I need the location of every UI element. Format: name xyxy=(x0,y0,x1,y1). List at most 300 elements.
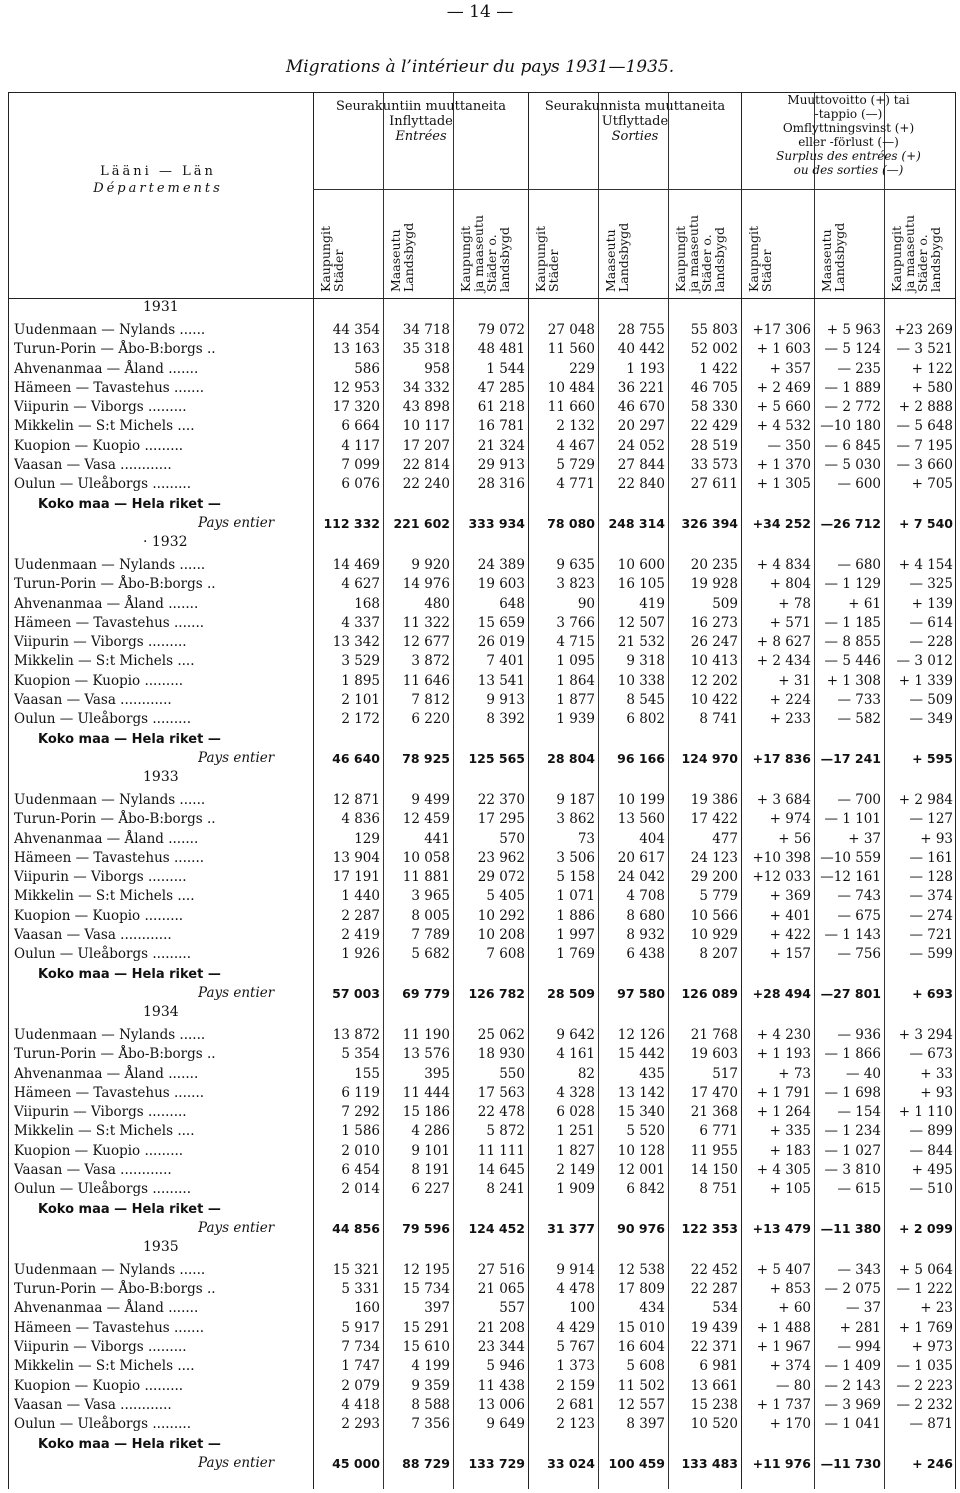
cell-value: 20 235 xyxy=(690,556,738,573)
cell-value: +10 398 xyxy=(752,849,811,866)
cell-value: 22 814 xyxy=(402,457,450,474)
cell-value: 221 602 xyxy=(393,515,450,531)
cell-value: — 325 xyxy=(909,576,953,593)
cell-value: + 335 xyxy=(769,1123,811,1140)
department-label: Kuopion — Kuopio ......... xyxy=(14,437,184,454)
cell-value: + 1 264 xyxy=(756,1104,811,1121)
cell-value: +13 479 xyxy=(752,1220,811,1236)
cell-value: — 161 xyxy=(909,849,953,866)
subheader-label: Kaupungit Städer xyxy=(318,226,346,292)
cell-value: 1 886 xyxy=(556,907,595,924)
department-label: Hämeen — Tavastehus ....... xyxy=(14,379,205,396)
cell-value: — 582 xyxy=(837,711,881,728)
cell-value: 4 328 xyxy=(556,1084,595,1101)
cell-value: — 128 xyxy=(909,869,953,886)
cell-value: 9 101 xyxy=(411,1142,450,1159)
cell-value: 7 812 xyxy=(411,692,450,709)
pays-entier-label: Pays entier xyxy=(198,749,275,766)
total-name-row xyxy=(8,965,956,984)
cell-value: + 61 xyxy=(848,595,881,612)
cell-value: 22 452 xyxy=(690,1261,738,1278)
table-row xyxy=(8,945,956,964)
table-row xyxy=(8,652,956,671)
table-row xyxy=(8,926,956,945)
group-line: Sorties xyxy=(611,129,659,144)
cell-value: 534 xyxy=(712,1300,738,1317)
cell-value: 21 324 xyxy=(477,437,525,454)
cell-value: + 139 xyxy=(911,595,953,612)
cell-value: 3 965 xyxy=(411,888,450,905)
cell-value: 21 368 xyxy=(690,1104,738,1121)
cell-value: 11 322 xyxy=(402,614,450,631)
cell-value: 419 xyxy=(639,595,665,612)
table-row xyxy=(8,1280,956,1299)
cell-value: 11 502 xyxy=(617,1377,665,1394)
total-row xyxy=(8,749,956,768)
cell-value: 23 344 xyxy=(477,1339,525,1356)
cell-value: 124 970 xyxy=(681,750,738,766)
cell-value: 1 095 xyxy=(556,653,595,670)
cell-value: 14 645 xyxy=(477,1161,525,1178)
cell-value: 34 332 xyxy=(402,379,450,396)
cell-value: 6 028 xyxy=(556,1104,595,1121)
cell-value: 10 484 xyxy=(547,379,595,396)
cell-value: — 350 xyxy=(767,437,811,454)
cell-value: 2 419 xyxy=(341,927,380,944)
cell-value: 1 895 xyxy=(341,672,380,689)
department-label: Kuopion — Kuopio ......... xyxy=(14,1377,184,1394)
cell-value: — 614 xyxy=(909,614,953,631)
cell-value: 441 xyxy=(424,830,450,847)
cell-value: + 357 xyxy=(769,360,811,377)
cell-value: —11 380 xyxy=(820,1220,881,1236)
cell-value: 9 914 xyxy=(556,1261,595,1278)
cell-value: 477 xyxy=(712,830,738,847)
cell-value: 10 058 xyxy=(402,849,450,866)
department-label: Hämeen — Tavastehus ....... xyxy=(14,849,205,866)
cell-value: — 5 030 xyxy=(824,457,881,474)
cell-value: 4 836 xyxy=(341,811,380,828)
cell-value: 648 xyxy=(499,595,525,612)
cell-value: + 1 305 xyxy=(756,476,811,493)
cell-value: 34 718 xyxy=(402,322,450,338)
department-label: Vaasan — Vasa ............ xyxy=(14,457,172,474)
cell-value: 1 877 xyxy=(556,692,595,709)
cell-value: 36 221 xyxy=(617,379,665,396)
cell-value: — 80 xyxy=(776,1377,811,1394)
cell-value: 122 353 xyxy=(681,1220,738,1236)
cell-value: 1 586 xyxy=(341,1123,380,1140)
cell-value: 6 220 xyxy=(411,711,450,728)
cell-value: 2 123 xyxy=(556,1416,595,1433)
cell-value: 28 316 xyxy=(477,476,525,493)
cell-value: — 2 223 xyxy=(896,1377,953,1394)
cell-value: 12 507 xyxy=(617,614,665,631)
cell-value: 6 454 xyxy=(341,1161,380,1178)
cell-value: 12 677 xyxy=(402,634,450,651)
table-row xyxy=(8,1338,956,1357)
cell-value: 3 862 xyxy=(556,811,595,828)
cell-value: 5 331 xyxy=(341,1281,380,1298)
cell-value: 15 238 xyxy=(690,1396,738,1413)
cell-value: 12 871 xyxy=(332,791,380,808)
cell-value: +34 252 xyxy=(752,515,811,531)
subheader-cell xyxy=(313,189,383,299)
cell-value: + 595 xyxy=(912,750,953,766)
cell-value: +23 269 xyxy=(894,322,953,338)
department-label: Viipurin — Viborgs ......... xyxy=(14,869,187,886)
table-row xyxy=(8,810,956,829)
cell-value: 10 117 xyxy=(402,418,450,435)
cell-value: — 1 101 xyxy=(824,811,881,828)
cell-value: — 994 xyxy=(837,1339,881,1356)
group-line: Seurakuntiin muuttaneita xyxy=(335,99,507,114)
cell-value: — 1 027 xyxy=(824,1142,881,1159)
cell-value: 5 520 xyxy=(626,1123,665,1140)
cell-value: 124 452 xyxy=(468,1220,525,1236)
cell-value: 4 161 xyxy=(556,1046,595,1063)
cell-value: + 23 xyxy=(920,1300,953,1317)
cell-value: + 122 xyxy=(911,360,953,377)
year-heading xyxy=(8,1003,956,1026)
group-line: Seurakunnista muuttaneita xyxy=(544,99,726,114)
department-label: Turun-Porin — Åbo-B:borgs .. xyxy=(14,1281,216,1298)
group-line: ou des sorties (—) xyxy=(793,163,904,177)
cell-value: 8 932 xyxy=(626,927,665,944)
department-label: Turun-Porin — Åbo-B:borgs .. xyxy=(14,811,216,828)
cell-value: 1 939 xyxy=(556,711,595,728)
cell-value: +28 494 xyxy=(752,985,811,1001)
cell-value: + 4 532 xyxy=(756,418,811,435)
cell-value: 155 xyxy=(354,1065,380,1082)
cell-value: 46 705 xyxy=(690,379,738,396)
cell-value: 4 708 xyxy=(626,888,665,905)
cell-value: —11 730 xyxy=(820,1455,881,1471)
cell-value: + 374 xyxy=(769,1358,811,1375)
cell-value: 168 xyxy=(354,595,380,612)
cell-value: + 580 xyxy=(911,379,953,396)
subheader-label: Kaupungit ja maaseutu Städer o. landsbygd xyxy=(673,215,727,292)
cell-value: 8 241 xyxy=(486,1181,525,1198)
year-label: 1933 xyxy=(143,768,179,785)
cell-value: 47 285 xyxy=(477,379,525,396)
cell-value: — 2 143 xyxy=(824,1377,881,1394)
cell-value: 29 072 xyxy=(477,869,525,886)
table-row xyxy=(8,1319,956,1338)
cell-value: 90 xyxy=(577,595,595,612)
migration-table xyxy=(8,92,956,1489)
total-label: Koko maa — Hela riket — xyxy=(38,1436,221,1452)
total-row xyxy=(8,514,956,533)
cell-value: 10 566 xyxy=(690,907,738,924)
cell-value: 8 005 xyxy=(411,907,450,924)
cell-value: + 422 xyxy=(769,927,811,944)
cell-value: — 40 xyxy=(846,1065,881,1082)
cell-value: + 973 xyxy=(911,1339,953,1356)
cell-value: 13 661 xyxy=(690,1377,738,1394)
cell-value: 17 422 xyxy=(690,811,738,828)
cell-value: 15 291 xyxy=(402,1319,450,1336)
cell-value: 17 207 xyxy=(402,437,450,454)
cell-value: — 1 185 xyxy=(824,614,881,631)
cell-value: + 2 434 xyxy=(756,653,811,670)
cell-value: 17 295 xyxy=(477,811,525,828)
cell-value: 82 xyxy=(577,1065,595,1082)
cell-value: — 721 xyxy=(909,927,953,944)
cell-value: 15 442 xyxy=(617,1046,665,1063)
cell-value: 9 649 xyxy=(486,1416,525,1433)
cell-value: 15 734 xyxy=(402,1281,450,1298)
group-entrees xyxy=(314,99,528,189)
cell-value: 26 019 xyxy=(477,634,525,651)
cell-value: 480 xyxy=(424,595,450,612)
cell-value: 1 909 xyxy=(556,1181,595,1198)
department-label: Hämeen — Tavastehus ....... xyxy=(14,1084,205,1101)
cell-value: 2 681 xyxy=(556,1396,595,1413)
department-label: Mikkelin — S:t Michels .... xyxy=(14,1358,195,1375)
cell-value: 79 596 xyxy=(402,1220,450,1236)
table-row xyxy=(8,1261,956,1280)
cell-value: 3 872 xyxy=(411,653,450,670)
cell-value: 28 755 xyxy=(617,322,665,338)
cell-value: +11 976 xyxy=(752,1455,811,1471)
cell-value: + 56 xyxy=(778,830,811,847)
cell-value: — 680 xyxy=(837,556,881,573)
cell-value: —17 241 xyxy=(820,750,881,766)
group-line: Muuttovoitto (+) tai xyxy=(787,93,910,107)
cell-value: 13 872 xyxy=(332,1026,380,1043)
cell-value: 160 xyxy=(354,1300,380,1317)
cell-value: 550 xyxy=(499,1065,525,1082)
cell-value: 19 439 xyxy=(690,1319,738,1336)
table-row xyxy=(8,849,956,868)
cell-value: + 60 xyxy=(778,1300,811,1317)
cell-value: 5 729 xyxy=(556,457,595,474)
cell-value: 24 123 xyxy=(690,849,738,866)
cell-value: 18 930 xyxy=(477,1046,525,1063)
cell-value: 46 640 xyxy=(332,750,380,766)
cell-value: 1 440 xyxy=(341,888,380,905)
cell-value: 73 xyxy=(577,830,595,847)
cell-value: 958 xyxy=(424,360,450,377)
total-label: Koko maa — Hela riket — xyxy=(38,731,221,747)
cell-value: 10 208 xyxy=(477,927,525,944)
total-label: Koko maa — Hela riket — xyxy=(38,1201,221,1217)
cell-value: 6 119 xyxy=(341,1084,380,1101)
cell-value: 4 627 xyxy=(341,576,380,593)
department-label: Viipurin — Viborgs ......... xyxy=(14,1104,187,1121)
cell-value: + 8 627 xyxy=(756,634,811,651)
table-row xyxy=(8,907,956,926)
cell-value: + 5 407 xyxy=(756,1261,811,1278)
cell-value: 509 xyxy=(712,595,738,612)
cell-value: 2 172 xyxy=(341,711,380,728)
cell-value: — 3 521 xyxy=(896,341,953,358)
cell-value: 5 608 xyxy=(626,1358,665,1375)
cell-value: 33 024 xyxy=(547,1455,595,1471)
cell-value: + 1 488 xyxy=(756,1319,811,1336)
cell-value: 1 373 xyxy=(556,1358,595,1375)
cell-value: — 3 660 xyxy=(896,457,953,474)
total-row xyxy=(8,1219,956,1238)
cell-value: 1 747 xyxy=(341,1358,380,1375)
cell-value: 8 207 xyxy=(699,946,738,963)
table-row xyxy=(8,1396,956,1415)
total-name-row xyxy=(8,495,956,514)
cell-value: 4 418 xyxy=(341,1396,380,1413)
table-body xyxy=(8,298,956,1473)
total-row xyxy=(8,1454,956,1473)
cell-value: 4 199 xyxy=(411,1358,450,1375)
cell-value: 1 997 xyxy=(556,927,595,944)
cell-value: 5 682 xyxy=(411,946,450,963)
cell-value: 29 913 xyxy=(477,457,525,474)
subheader-label: Maaseutu Landsbygd xyxy=(819,222,847,292)
cell-value: 12 953 xyxy=(332,379,380,396)
cell-value: 5 767 xyxy=(556,1339,595,1356)
cell-value: 326 394 xyxy=(681,515,738,531)
table-row xyxy=(8,1142,956,1161)
cell-value: — 871 xyxy=(909,1416,953,1433)
cell-value: — 2 232 xyxy=(896,1396,953,1413)
cell-value: + 804 xyxy=(769,576,811,593)
cell-value: + 2 984 xyxy=(898,791,953,808)
department-label: Oulun — Uleåborgs ......... xyxy=(14,946,191,963)
group-line: Omflyttningsvinst (+) xyxy=(782,121,915,135)
cell-value: 8 392 xyxy=(486,711,525,728)
cell-value: 9 642 xyxy=(556,1026,595,1043)
cell-value: 46 670 xyxy=(617,399,665,416)
cell-value: 395 xyxy=(424,1065,450,1082)
total-label: Koko maa — Hela riket — xyxy=(38,496,221,512)
department-label: Oulun — Uleåborgs ......... xyxy=(14,1181,191,1198)
cell-value: 4 771 xyxy=(556,476,595,493)
cell-value: 8 741 xyxy=(699,711,738,728)
cell-value: 8 588 xyxy=(411,1396,450,1413)
cell-value: + 4 305 xyxy=(756,1161,811,1178)
cell-value: + 31 xyxy=(778,672,811,689)
cell-value: + 105 xyxy=(769,1181,811,1198)
lan-header xyxy=(8,163,308,197)
cell-value: — 37 xyxy=(846,1300,881,1317)
year-label: 1931 xyxy=(143,299,179,315)
cell-value: 7 099 xyxy=(341,457,380,474)
cell-value: — 756 xyxy=(837,946,881,963)
subheader-label: Kaupungit Städer xyxy=(746,226,774,292)
cell-value: 27 516 xyxy=(477,1261,525,1278)
cell-value: + 705 xyxy=(911,476,953,493)
cell-value: + 93 xyxy=(920,830,953,847)
total-name-row xyxy=(8,1200,956,1219)
cell-value: — 936 xyxy=(837,1026,881,1043)
cell-value: — 3 969 xyxy=(824,1396,881,1413)
department-label: Uudenmaan — Nylands ...... xyxy=(14,791,206,808)
department-label: Oulun — Uleåborgs ......... xyxy=(14,476,191,493)
cell-value: 4 715 xyxy=(556,634,595,651)
page-title: Migrations à l’intérieur du pays 1931—1935. xyxy=(285,57,675,77)
cell-value: 27 611 xyxy=(690,476,738,493)
department-label: Mikkelin — S:t Michels .... xyxy=(14,1123,195,1140)
cell-value: 61 218 xyxy=(477,399,525,416)
cell-value: 22 240 xyxy=(402,476,450,493)
cell-value: 33 573 xyxy=(690,457,738,474)
cell-value: 12 202 xyxy=(690,672,738,689)
cell-value: + 73 xyxy=(778,1065,811,1082)
cell-value: 5 872 xyxy=(486,1123,525,1140)
cell-value: 22 371 xyxy=(690,1339,738,1356)
cell-value: 7 734 xyxy=(341,1339,380,1356)
page-number: — 14 — xyxy=(446,2,514,22)
table-row xyxy=(8,475,956,494)
table-row xyxy=(8,1065,956,1084)
cell-value: + 4 154 xyxy=(898,556,953,573)
table-row xyxy=(8,1357,956,1376)
cell-value: 27 844 xyxy=(617,457,665,474)
subheader-label: Maaseutu Landsbygd xyxy=(603,222,631,292)
cell-value: 10 199 xyxy=(617,791,665,808)
cell-value: 20 617 xyxy=(617,849,665,866)
table-row xyxy=(8,575,956,594)
cell-value: 13 163 xyxy=(332,341,380,358)
cell-value: 11 438 xyxy=(477,1377,525,1394)
cell-value: 2 132 xyxy=(556,418,595,435)
cell-value: 7 292 xyxy=(341,1104,380,1121)
cell-value: — 899 xyxy=(909,1123,953,1140)
cell-value: + 78 xyxy=(778,595,811,612)
cell-value: 19 386 xyxy=(690,791,738,808)
department-label: Vaasan — Vasa ............ xyxy=(14,1161,172,1178)
cell-value: 28 804 xyxy=(547,750,595,766)
department-label: Kuopion — Kuopio ......... xyxy=(14,672,184,689)
cell-value: — 1 041 xyxy=(824,1416,881,1433)
cell-value: 1 251 xyxy=(556,1123,595,1140)
cell-value: 79 072 xyxy=(477,322,525,338)
cell-value: 13 342 xyxy=(332,634,380,651)
cell-value: — 2 772 xyxy=(824,399,881,416)
cell-value: — 7 195 xyxy=(896,437,953,454)
cell-value: + 4 834 xyxy=(756,556,811,573)
cell-value: 4 286 xyxy=(411,1123,450,1140)
cell-value: 96 166 xyxy=(617,750,665,766)
cell-value: 2 014 xyxy=(341,1181,380,1198)
cell-value: 1 769 xyxy=(556,946,595,963)
subheader-label: Kaupungit ja maaseutu Städer o. landsbygd xyxy=(458,215,512,292)
cell-value: 11 560 xyxy=(547,341,595,358)
table-row xyxy=(8,1084,956,1103)
cell-value: + 1 737 xyxy=(756,1396,811,1413)
subheader-cell xyxy=(528,189,598,299)
cell-value: 21 208 xyxy=(477,1319,525,1336)
cell-value: + 1 603 xyxy=(756,341,811,358)
cell-value: 43 898 xyxy=(402,399,450,416)
cell-value: 133 483 xyxy=(681,1455,738,1471)
cell-value: 10 338 xyxy=(617,672,665,689)
cell-value: 6 227 xyxy=(411,1181,450,1198)
cell-value: + 401 xyxy=(769,907,811,924)
cell-value: 97 580 xyxy=(617,985,665,1001)
cell-value: 78 080 xyxy=(547,515,595,531)
cell-value: 48 481 xyxy=(477,341,525,358)
cell-value: — 1 035 xyxy=(896,1358,953,1375)
cell-value: 3 506 xyxy=(556,849,595,866)
department-label: Kuopion — Kuopio ......... xyxy=(14,907,184,924)
department-label: Viipurin — Viborgs ......... xyxy=(14,634,187,651)
cell-value: 6 842 xyxy=(626,1181,665,1198)
cell-value: 2 101 xyxy=(341,692,380,709)
cell-value: 69 779 xyxy=(402,985,450,1001)
cell-value: 2 010 xyxy=(341,1142,380,1159)
table-row xyxy=(8,1180,956,1199)
